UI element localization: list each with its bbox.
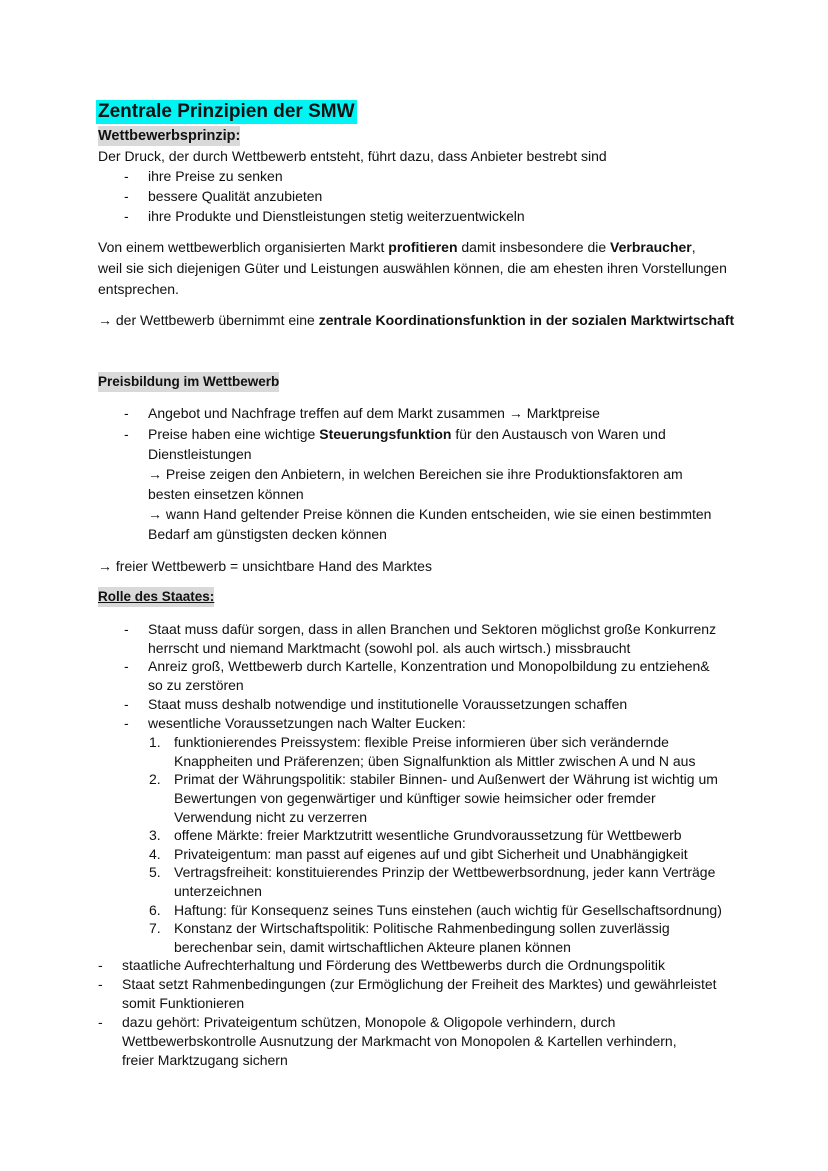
numbered-item-line: Knappheiten und Präferenzen; üben Signalfunktion als Mittler zwischen A und N aus [174,753,696,769]
list-item-line: → Preise zeigen den Anbietern, in welchen Bereichen sie ihre Produktionsfaktoren am [148,466,683,482]
list-number: 1. [149,734,161,750]
section-heading-wettbewerbsprinzip: Wettbewerbsprinzip: [98,128,241,144]
dash-marker: - [124,715,129,731]
numbered-item: Vertragsfreiheit: konstituierendes Prinzip der Wettbewerbsordnung, jeder kann Verträge [174,864,716,880]
list-item: Anreiz groß, Wettbewerb durch Kartelle, Konzentration und Monopolbildung zu entziehen& [148,658,710,674]
list-item-line: → wann Hand geltender Preise können die Kunden entscheiden, wie sie einen bestimmten [148,506,712,522]
list-item-line: Dienstleistungen [148,446,252,462]
intro-text: Der Druck, der durch Wettbewerb entsteht, führt dazu, dass Anbieter bestrebt sind [98,148,607,164]
dash-marker: - [98,976,103,992]
dash-marker: - [124,168,129,184]
numbered-item-line: Bewertungen von gegenwärtiger und künftiger sowie heimsicher oder fremder [174,790,656,806]
text-run: → der Wettbewerb übernimmt eine [98,312,319,328]
bold-text: Steuerungsfunktion [319,426,452,442]
section-heading-preisbildung: Preisbildung im Wettbewerb [98,372,279,392]
list-number: 3. [149,827,161,843]
section-heading-rolle-des-staates: Rolle des Staates: [98,587,214,607]
list-item-line: Bedarf am günstigsten decken können [148,526,387,542]
numbered-item-line: berechenbar sein, damit wirtschaftlichen Akteure planen können [174,939,571,955]
list-item-line: so zu zerstören [148,677,244,693]
paragraph-line: entsprechen. [98,281,179,297]
numbered-item: Haftung: für Konsequenz seines Tuns einstehen (auch wichtig für Gesellschaftsordnung) [174,902,722,918]
text-run: für den Austausch von Waren und [451,426,666,442]
dash-marker: - [98,957,103,973]
bold-text: Verbraucher [610,239,692,255]
dash-marker: - [124,696,129,712]
page-title: Zentrale Prinzipien der SMW [98,101,355,122]
numbered-item: Primat der Währungspolitik: stabiler Binnen- und Außenwert der Währung ist wichtig um [174,771,718,787]
list-item: Angebot und Nachfrage treffen auf dem Markt zusammen → Marktpreise [148,405,600,421]
list-item: ihre Produkte und Dienstleistungen stetig weiterzuentwickeln [148,208,525,224]
dash-marker: - [124,621,129,637]
list-item: bessere Qualität anzubieten [148,188,323,204]
dash-marker: - [98,1014,103,1030]
list-item: staatliche Aufrechterhaltung und Förderung des Wettbewerbs durch die Ordnungspolitik [122,957,665,973]
dash-marker: - [124,208,129,224]
arrow-conclusion: → freier Wettbewerb = unsichtbare Hand des Marktes [98,558,432,574]
list-number: 4. [149,846,161,862]
bold-text: zentrale Koordinationsfunktion in der sozialen Marktwirtschaft [318,312,735,328]
list-item: Staat muss deshalb notwendige und institutionelle Voraussetzungen schaffen [148,696,628,712]
list-item-line: Wettbewerbskontrolle Ausnutzung der Markmacht von Monopolen & Kartellen verhindern, [122,1033,677,1049]
text-run: Preise haben eine wichtige [148,426,320,442]
numbered-item: Privateigentum: man passt auf eigenes auf und gibt Sicherheit und Unabhängigkeit [174,846,688,862]
dash-marker: - [124,426,129,442]
bold-text: profitieren [388,239,458,255]
list-number: 7. [149,920,161,936]
text-run: , [691,239,696,255]
text-run: Von einem wettbewerblich organisierten Markt [98,239,389,255]
list-item: dazu gehört: Privateigentum schützen, Monopole & Oligopole verhindern, durch [122,1014,616,1030]
list-item: Staat setzt Rahmenbedingungen (zur Ermöglichung der Freiheit des Marktes) und gewährleistet [122,976,717,992]
list-number: 6. [149,902,161,918]
list-item-line: besten einsetzen können [148,486,304,502]
text-run: damit insbesondere die [457,239,611,255]
list-item-line: herrscht und niemand Marktmacht (sowohl pol. als auch wirtsch.) missbraucht [148,640,631,656]
list-item-line: freier Marktzugang sichern [122,1052,288,1068]
list-number: 5. [149,864,161,880]
paragraph-line: weil sie sich diejenigen Güter und Leistungen auswählen können, die am ehesten ihren Vorstellungen [98,260,727,276]
list-item [148,424,666,444]
numbered-item: Konstanz der Wirtschaftspolitik: Politische Rahmenbedingung sollen zuverlässig [174,920,670,936]
dash-marker: - [124,188,129,204]
numbered-item-line: unterzeichnen [174,883,262,899]
numbered-item: funktionierendes Preissystem: flexible Preise informieren über sich verändernde [174,734,669,750]
list-item: wesentliche Voraussetzungen nach Walter Eucken: [148,715,466,731]
list-item: ihre Preise zu senken [148,168,283,184]
list-item-line: somit Funktionieren [122,995,245,1011]
numbered-item-line: Verwendung nicht zu verzerren [174,809,367,825]
list-item: Staat muss dafür sorgen, dass in allen Branchen und Sektoren möglichst große Konkurrenz [148,621,717,637]
dash-marker: - [124,405,129,421]
arrow-conclusion [98,310,734,330]
numbered-item: offene Märkte: freier Marktzutritt wesentliche Grundvoraussetzung für Wettbewerb [174,827,682,843]
list-number: 2. [149,771,161,787]
paragraph-line [98,237,696,257]
dash-marker: - [124,658,129,674]
